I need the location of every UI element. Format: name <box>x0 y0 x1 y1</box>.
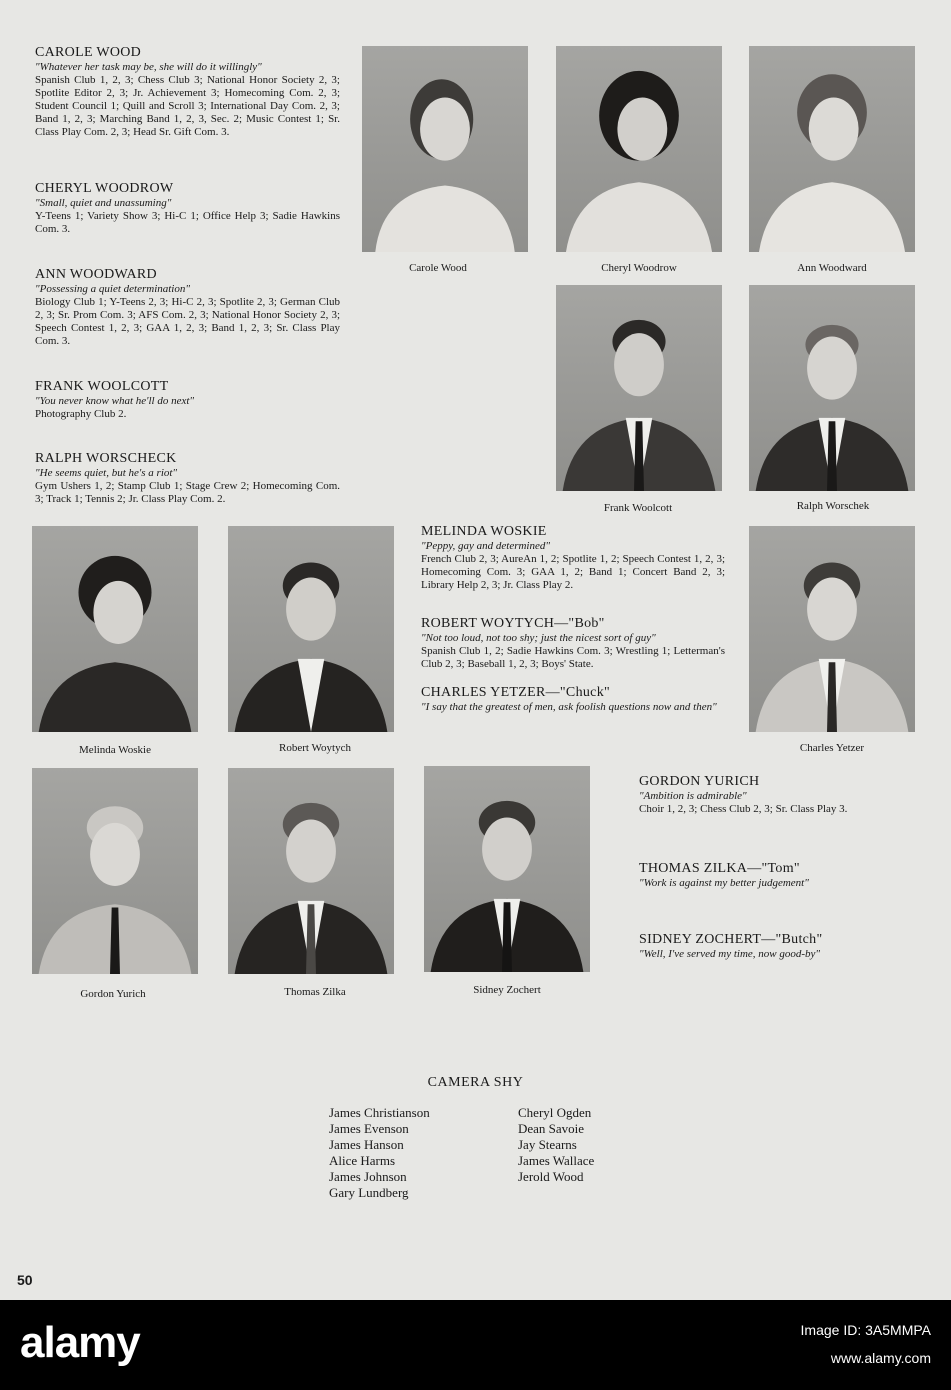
student-quote: "Whatever her task may be, she will do it willingly" <box>35 61 262 73</box>
student-name: SIDNEY ZOCHERT—"Butch" <box>639 932 823 947</box>
photo-caption: Thomas Zilka <box>284 986 346 998</box>
portrait-photo <box>228 526 394 732</box>
student-activities: Spanish Club 1, 2; Sadie Hawkins Com. 3; Wrestling 1; Letterman's Club 2, 3; Baseball 1, 2, 3; Boys' State. <box>421 645 725 670</box>
photo-caption: Ann Woodward <box>797 262 867 274</box>
bio-carole-wood <box>35 46 340 139</box>
portrait-photo <box>32 768 198 974</box>
student-activities: Gym Ushers 1, 2; Stamp Club 1; Stage Crew 2; Homecoming Com. 3; Track 1; Tennis 2; Jr. Class Play Com. 2. <box>35 480 340 505</box>
bio-charles-yetzer <box>421 686 725 714</box>
student-name: THOMAS ZILKA—"Tom" <box>639 861 800 876</box>
portrait-photo <box>556 285 722 491</box>
camera-shy-name: James Wallace <box>518 1153 595 1168</box>
site-url-link[interactable]: www.alamy.com <box>830 1350 931 1366</box>
photo-caption: Cheryl Woodrow <box>601 262 677 274</box>
camera-shy-list-left <box>329 1105 430 1201</box>
bio-ann-woodward <box>35 268 340 348</box>
student-name: CHARLES YETZER—"Chuck" <box>421 685 611 700</box>
student-activities: Spanish Club 1, 2, 3; Chess Club 3; National Honor Society 2, 3; Spotlite Editor 2, 3; Jr. Achievement 3; Homecoming Com. 2, 3; Student Council 1; Quill and Scroll 3; International Day Com. 2, 3; Band 1, 2, 3; Marching Band 1, 2, 3, Sec. 2; Music Contest 1; Sr. Class Play Com. 2, 3; Head Sr. Gift Com. 3. <box>35 74 340 138</box>
portrait-photo <box>749 46 915 252</box>
portrait-photo <box>362 46 528 252</box>
camera-shy-title: CAMERA SHY <box>427 1075 524 1090</box>
page-number: 50 <box>17 1272 33 1288</box>
bio-frank-woolcott <box>35 380 340 421</box>
student-name: CAROLE WOOD <box>35 45 142 60</box>
portrait-photo <box>556 46 722 252</box>
bio-thomas-zilka <box>639 862 929 890</box>
student-quote: "You never know what he'll do next" <box>35 395 195 407</box>
camera-shy-name: James Johnson <box>329 1169 407 1184</box>
student-name: FRANK WOOLCOTT <box>35 379 169 394</box>
portrait-photo <box>424 766 590 972</box>
image-id-label: Image ID: 3A5MMPA <box>800 1322 931 1338</box>
student-name: CHERYL WOODROW <box>35 181 174 196</box>
photo-caption: Gordon Yurich <box>80 988 146 1000</box>
student-name: RALPH WORSCHECK <box>35 451 177 466</box>
photo-caption: Carole Wood <box>409 262 467 274</box>
student-activities: Y-Teens 1; Variety Show 3; Hi-C 1; Office Help 3; Sadie Hawkins Com. 3. <box>35 210 340 235</box>
bio-ralph-worscheck <box>35 452 340 506</box>
photo-caption: Sidney Zochert <box>473 984 541 996</box>
camera-shy-name: James Evenson <box>329 1121 409 1136</box>
student-quote: "Well, I've served my time, now good-by" <box>639 948 821 960</box>
camera-shy-name: Jay Stearns <box>518 1137 577 1152</box>
photo-caption: Melinda Woskie <box>79 744 151 756</box>
bio-sidney-zochert <box>639 933 929 961</box>
photo-caption: Frank Woolcott <box>603 502 673 514</box>
camera-shy-name: James Christianson <box>329 1105 430 1120</box>
student-activities: French Club 2, 3; AureAn 1, 2; Spotlite 1, 2; Speech Contest 1, 2, 3; Homecoming Com. 3; GAA 1, 2; Band 1; Concert Band 2, 3; Library Help 2, 3; Jr. Class Play 2. <box>421 553 725 591</box>
student-quote: "Peppy, gay and determined" <box>421 540 550 552</box>
student-quote: "Possessing a quiet determination" <box>35 283 190 295</box>
camera-shy-name: Dean Savoie <box>518 1121 585 1136</box>
bio-cheryl-woodrow <box>35 182 340 236</box>
photo-caption: Robert Woytych <box>279 742 351 754</box>
camera-shy-name: Cheryl Ogden <box>518 1105 592 1120</box>
student-quote: "I say that the greatest of men, ask foolish questions now and then" <box>421 701 717 713</box>
bio-robert-woytych <box>421 617 725 671</box>
student-quote: "He seems quiet, but he's a riot" <box>35 467 178 479</box>
alamy-logo[interactable]: alamy <box>20 1318 140 1367</box>
bio-melinda-woskie <box>421 525 725 592</box>
student-name: ANN WOODWARD <box>35 267 157 282</box>
portrait-photo <box>749 285 915 491</box>
student-quote: "Small, quiet and unassuming" <box>35 197 172 209</box>
photo-caption: Charles Yetzer <box>799 742 865 754</box>
bio-gordon-yurich <box>639 775 929 816</box>
student-activities: Photography Club 2. <box>35 408 127 420</box>
photo-caption: Ralph Worschek <box>796 500 870 512</box>
camera-shy-name: James Hanson <box>329 1137 404 1152</box>
stock-footer-bar <box>0 1300 951 1390</box>
portrait-photo <box>749 526 915 732</box>
student-quote: "Not too loud, not too shy; just the nicest sort of guy" <box>421 632 656 644</box>
portrait-photo <box>228 768 394 974</box>
portrait-photo <box>32 526 198 732</box>
student-quote: "Work is against my better judgement" <box>639 877 809 889</box>
camera-shy-name: Alice Harms <box>329 1153 396 1168</box>
student-quote: "Ambition is admirable" <box>639 790 747 802</box>
student-activities: Biology Club 1; Y-Teens 2, 3; Hi-C 2, 3; Spotlite 2, 3; German Club 2, 3; Sr. Prom Com. 3; AFS Com. 2, 3; National Honor Society 2, 3; Speech Contest 1, 2, 3; GAA 1, 2, 3; Band 1, 2, 3; Sr. Class Play Com. 3. <box>35 296 340 347</box>
camera-shy-name: Gary Lundberg <box>329 1185 409 1200</box>
student-name: MELINDA WOSKIE <box>421 524 547 539</box>
camera-shy-list-right <box>518 1105 594 1185</box>
student-activities: Choir 1, 2, 3; Chess Club 2, 3; Sr. Class Play 3. <box>639 803 848 815</box>
student-name: GORDON YURICH <box>639 774 760 789</box>
camera-shy-name: Jerold Wood <box>518 1169 584 1184</box>
student-name: ROBERT WOYTYCH—"Bob" <box>421 616 605 631</box>
